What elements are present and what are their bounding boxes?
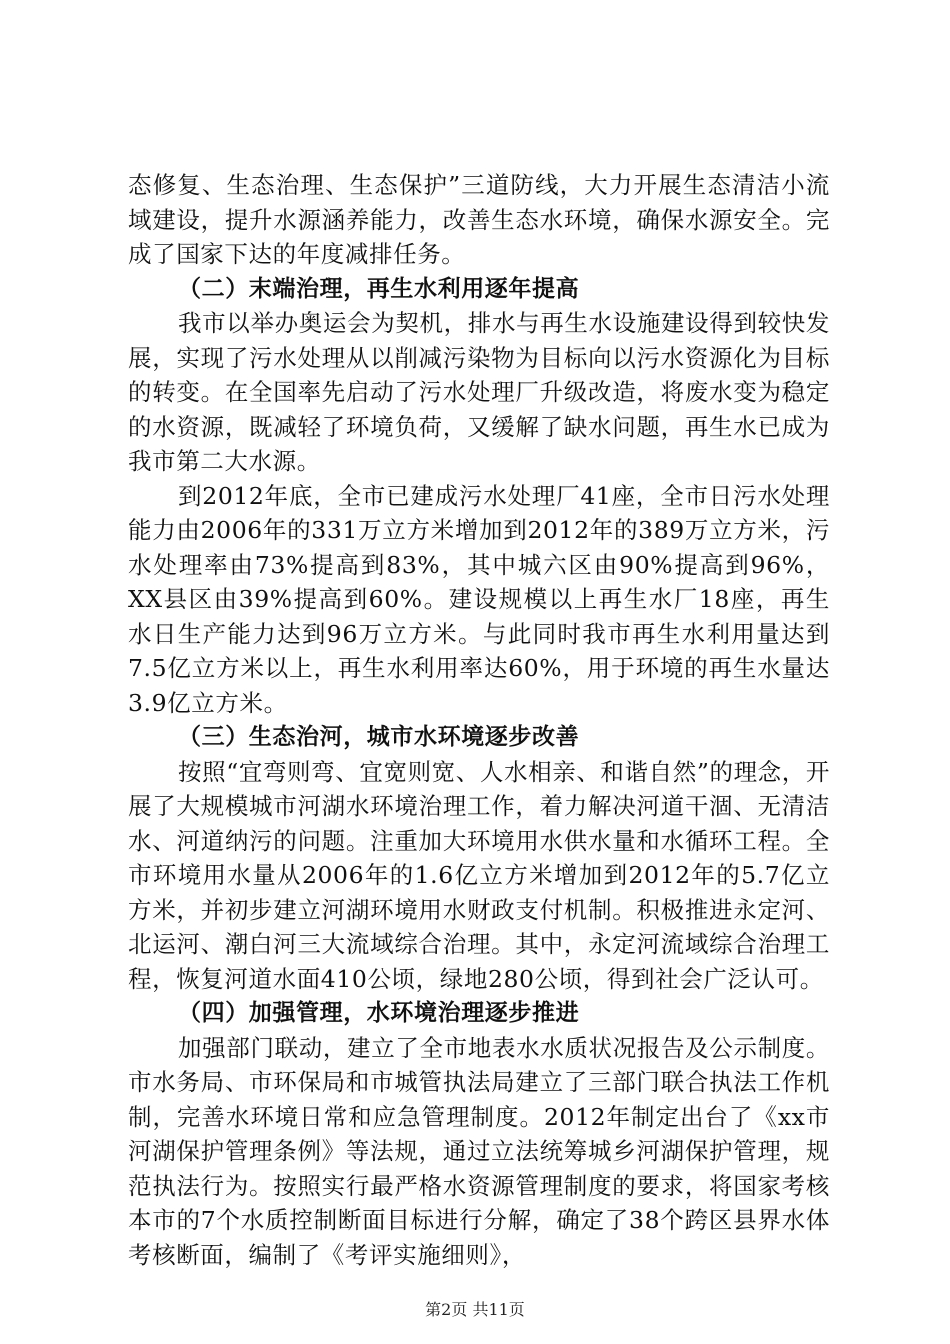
body-paragraph: 到2012年底，全市已建成污水处理厂41座，全市日污水处理能力由2006年的331万立方米增加到2012年的389万立方米，污水处理率由73%提高到83%，其中城六区由90%提高到96%，XX县区由39%提高到60%。建设规模以上再生水厂18座，再生水日生产能力达到96万立方米。与此同时我市再生水利用量达到7.5亿立方米以上，再生水利用率达60%，用于环境的再生水量达3.9亿立方米。 xyxy=(128,481,830,717)
body-paragraph: 加强部门联动，建立了全市地表水水质状况报告及公示制度。市水务局、市环保局和市城管执法局建立了三部门联合执法工作机制，完善水环境日常和应急管理制度。2012年制定出台了《xx市河湖保护管理条例》等法规，通过立法统筹城乡河湖保护管理，规范执法行为。按照实行最严格水资源管理制度的要求，将国家考核本市的7个水质控制断面目标进行分解，确定了38个跨区县界水体考核断面，编制了《考评实施细则》， xyxy=(128,1033,830,1269)
body-paragraph: 按照“宜弯则弯、宜宽则宽、人水相亲、和谐自然”的理念，开展了大规模城市河湖水环境治理工作，着力解决河道干涸、无清洁水、河道纳污的问题。注重加大环境用水供水量和水循环工程。全市环境用水量从2006年的1.6亿立方米增加到2012年的5.7亿立方米，并初步建立河湖环境用水财政支付机制。积极推进永定河、北运河、潮白河三大流域综合治理。其中，永定河流域综合治理工程，恢复河道水面410公顷，绿地280公顷，得到社会广泛认可。 xyxy=(128,757,830,993)
page-number-footer: 第2页 共11页 xyxy=(425,1300,525,1319)
body-paragraph: 我市以举办奥运会为契机，排水与再生水设施建设得到较快发展，实现了污水处理从以削减污染物为目标向以污水资源化为目标的转变。在全国率先启动了污水处理厂升级改造，将废水变为稳定的水资源，既减轻了环境负荷，又缓解了缺水问题，再生水已成为我市第二大水源。 xyxy=(128,309,830,475)
document-body xyxy=(128,168,830,1272)
section-heading: （二）末端治理，再生水利用逐年提高 xyxy=(178,275,580,302)
section-heading: （三）生态治河，城市水环境逐步改善 xyxy=(178,724,580,750)
body-paragraph: 态修复、生态治理、生态保护”三道防线，大力开展生态清洁小流域建设，提升水源涵养能力，改善生态水环境，确保水源安全。完成了国家下达的年度减排任务。 xyxy=(128,171,830,268)
section-heading: （四）加强管理，水环境治理逐步推进 xyxy=(178,1000,580,1026)
